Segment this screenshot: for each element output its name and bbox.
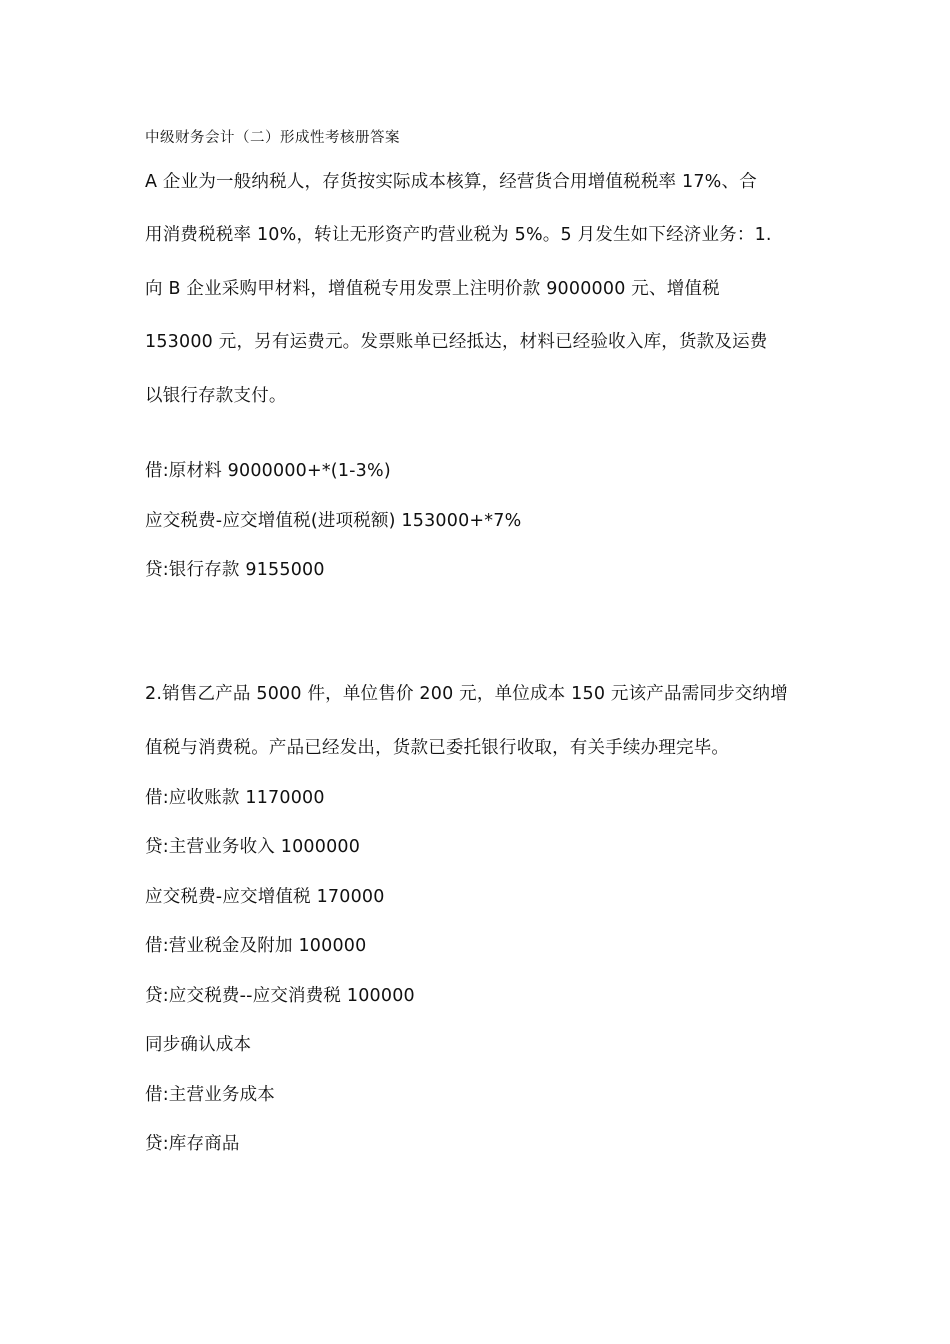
q1-text-line: A 企业为一般纳税人，存货按实际成本核算，经营货合用增值税税率 17%、合 — [145, 172, 757, 192]
q2-journal-entry: 贷:主营业务收入 1000000 — [145, 837, 361, 857]
document-title: 中级财务会计（二）形成性考核册答案 — [145, 130, 400, 146]
q2-text-line: 2.销售乙产品 5000 件，单位售价 200 元，单位成本 150 元该产品需同步交纳增 — [145, 684, 788, 704]
q2-journal-entry: 借:主营业务成本 — [145, 1085, 275, 1105]
q1-text-line: 以银行存款支付。 — [145, 386, 287, 406]
q2-note: 同步确认成本 — [145, 1035, 252, 1055]
q2-journal-entry: 贷:应交税费--应交消费税 100000 — [145, 986, 415, 1006]
q1-journal-entry: 借:原材料 9000000+*(1-3%) — [145, 461, 391, 481]
q1-journal-entry: 应交税费-应交增值税(进项税额) 153000+*7% — [145, 511, 522, 531]
q1-journal-entry: 贷:银行存款 9155000 — [145, 560, 325, 580]
q2-text-line: 值税与消费税。产品已经发出，货款已委托银行收取，有关手续办理完毕。 — [145, 738, 730, 758]
q2-journal-entry: 应交税费-应交增值税 170000 — [145, 887, 385, 907]
q2-journal-entry: 借:应收账款 1170000 — [145, 788, 325, 808]
q2-journal-entry: 贷:库存商品 — [145, 1134, 240, 1154]
q2-journal-entry: 借:营业税金及附加 100000 — [145, 936, 367, 956]
q1-text-line: 向 B 企业采购甲材料，增值税专用发票上注明价款 9000000 元、增值税 — [145, 279, 720, 299]
q1-text-line: 用消费税税率 10%，转让无形资产旳营业税为 5%。5 月发生如下经济业务：1. — [145, 225, 772, 245]
q1-text-line: 153000 元，另有运费元。发票账单已经抵达，材料已经验收入库，货款及运费 — [145, 332, 768, 352]
